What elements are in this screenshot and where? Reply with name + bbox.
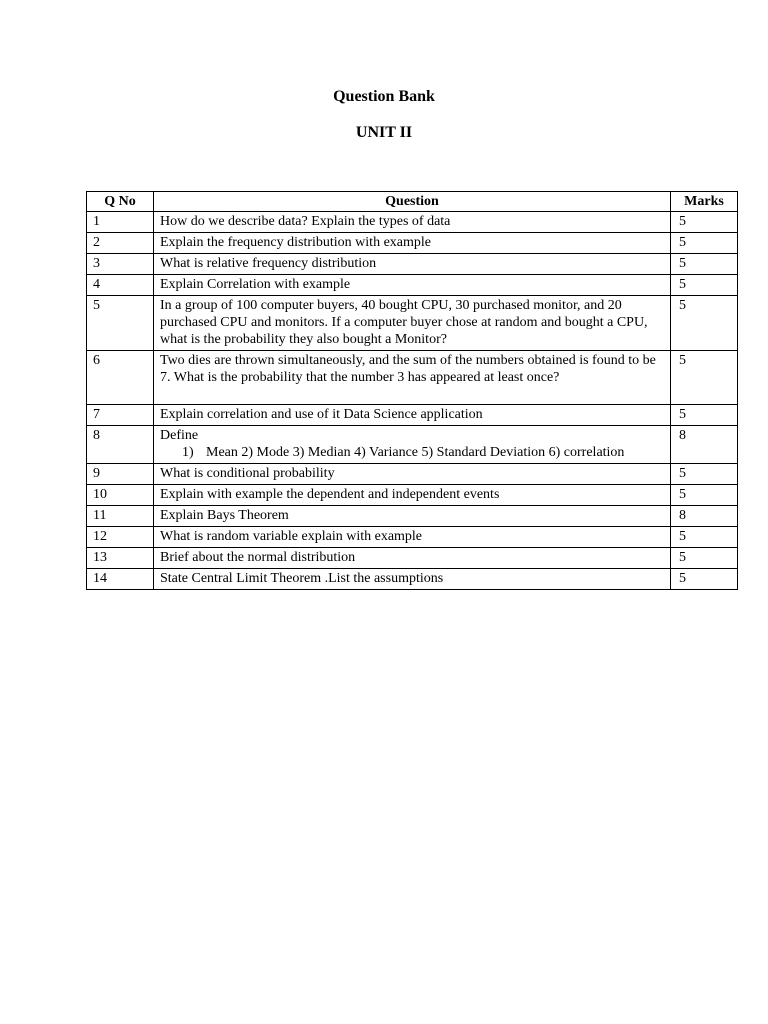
document-title: Question Bank [333,88,435,105]
table-row [87,506,738,527]
unit-subtitle: UNIT II [355,124,413,141]
question-marks: 5 [671,527,738,548]
question-table [86,191,738,590]
question-number: 2 [87,233,154,254]
question-number: 5 [87,296,154,351]
table-row [87,351,738,405]
header-qno: Q No [87,192,154,212]
question-text: Brief about the normal distribution [154,548,671,569]
definition-list-item [160,444,664,461]
question-number: 3 [87,254,154,275]
question-text: Define [160,428,199,443]
question-text: How do we describe data? Explain the types of data [154,212,671,233]
question-marks: 5 [671,254,738,275]
question-marks: 5 [671,351,738,405]
list-text: Mean 2) Mode 3) Median 4) Variance 5) Standard Deviation 6) correlation [206,445,625,460]
table-row [87,569,738,590]
table-row [87,426,738,464]
question-marks: 5 [671,275,738,296]
question-marks: 8 [671,426,738,464]
question-text: Explain with example the dependent and independent events [154,485,671,506]
question-number: 9 [87,464,154,485]
question-number: 11 [87,506,154,527]
question-text: What is conditional probability [154,464,671,485]
table-row [87,464,738,485]
question-text: In a group of 100 computer buyers, 40 bought CPU, 30 purchased monitor, and 20 purchased CPU and monitors. If a computer buyer chose at random and bought a CPU, what is the probability they also bought a Monitor? [154,296,671,351]
question-text: Two dies are thrown simultaneously, and the sum of the numbers obtained is found to be 7. What is the probability that the number 3 has appeared at least once? [154,351,671,405]
header-question: Question [154,192,671,212]
question-text: Explain Bays Theorem [154,506,671,527]
table-row [87,548,738,569]
question-marks: 5 [671,296,738,351]
question-number: 12 [87,527,154,548]
question-text: Explain correlation and use of it Data Science application [154,405,671,426]
table-row [87,254,738,275]
table-row [87,527,738,548]
question-marks: 5 [671,464,738,485]
question-number: 10 [87,485,154,506]
question-marks: 8 [671,506,738,527]
question-number: 4 [87,275,154,296]
question-number: 14 [87,569,154,590]
list-number: 1) [182,445,194,460]
question-text: Explain Correlation with example [154,275,671,296]
question-text: Explain the frequency distribution with example [154,233,671,254]
question-text: State Central Limit Theorem .List the assumptions [154,569,671,590]
question-marks: 5 [671,485,738,506]
table-row [87,485,738,506]
question-marks: 5 [671,405,738,426]
question-text: What is relative frequency distribution [154,254,671,275]
header-marks: Marks [671,192,738,212]
table-row [87,233,738,254]
question-marks: 5 [671,569,738,590]
question-marks: 5 [671,233,738,254]
question-number: 1 [87,212,154,233]
table-row [87,212,738,233]
question-number: 8 [87,426,154,464]
question-cell [154,426,671,464]
question-number: 13 [87,548,154,569]
table-row [87,405,738,426]
table-header-row [87,192,738,212]
table-row [87,275,738,296]
question-marks: 5 [671,212,738,233]
question-number: 6 [87,351,154,405]
question-text: What is random variable explain with example [154,527,671,548]
question-number: 7 [87,405,154,426]
question-marks: 5 [671,548,738,569]
table-row [87,296,738,351]
